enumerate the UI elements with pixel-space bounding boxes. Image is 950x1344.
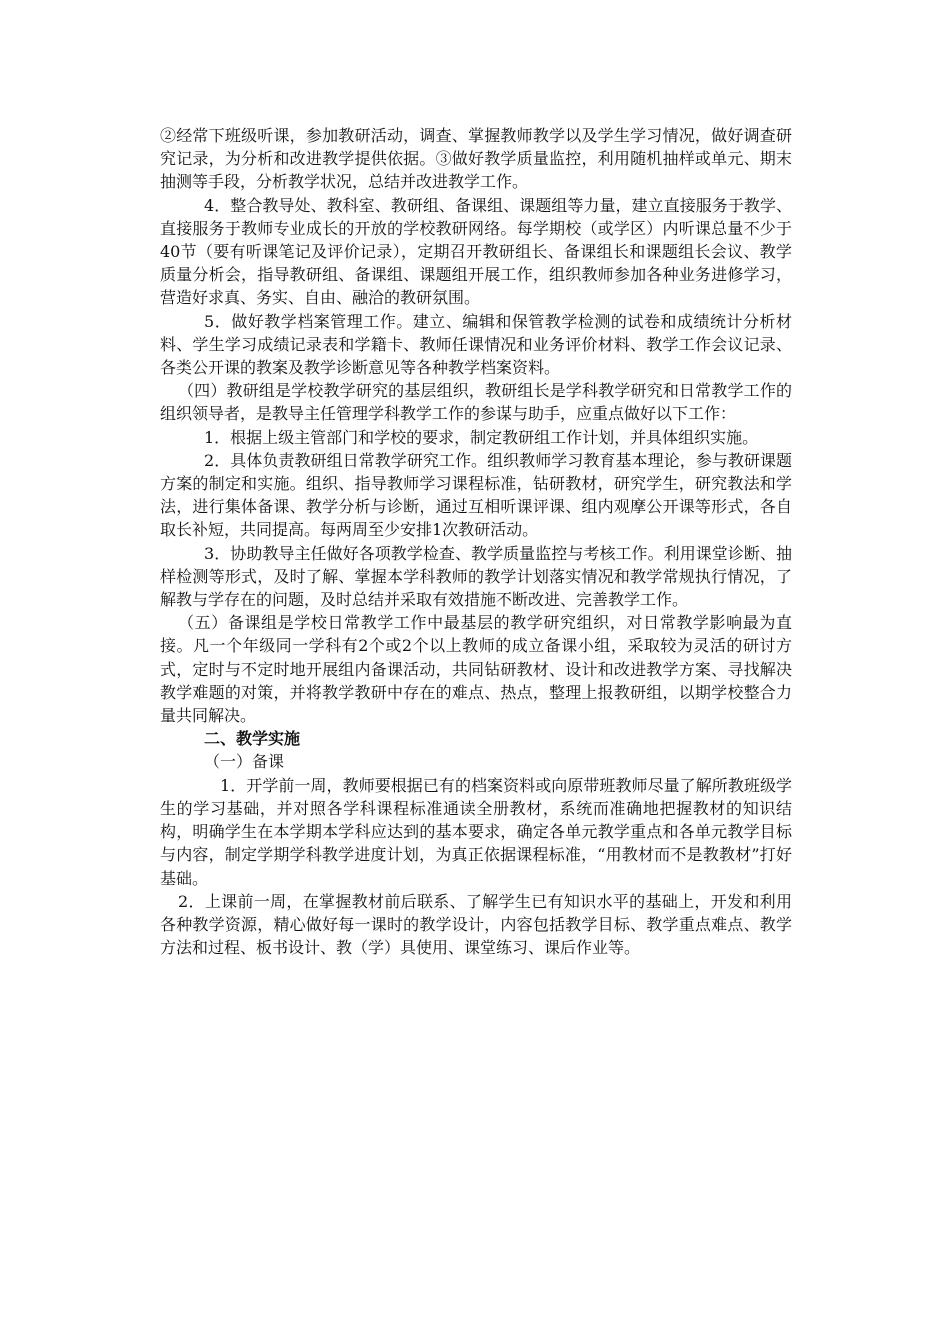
paragraph-section-4-item-2: 2．具体负责教研组日常教学研究工作。组织教师学习教育基本理论，参与教研课题方案的制定和实施。组织、指导教师学习课程标准，钻研教材，研究学生，研究教法和学法，进行集体备课、教学分析与诊断，通过互相听课评课、组内观摩公开课等形式，各自取长补短，共同提高。每两周至少安排1次教研活动。 xyxy=(160,450,792,540)
paragraph-preparation-item-2: 2．上课前一周，在掌握教材前后联系、了解学生已有知识水平的基础上，开发和利用各种教学资源，精心做好每一课时的教学设计，内容包括教学目标、教学重点难点、教学方法和过程、板书设计、教（学）具使用、课堂练习、课后作业等。 xyxy=(160,891,792,958)
paragraph-teaching-supervision: ②经常下班级听课，参加教研活动，调查、掌握教师教学以及学生学习情况，做好调查研究记录，为分析和改进教学提供依据。③做好教学质量监控，利用随机抽样或单元、期末抽测等手段，分析教学状况，总结并改进教学工作。 xyxy=(160,126,792,192)
document-page xyxy=(160,124,792,959)
paragraph-section-4-item-1: 1．根据上级主管部门和学校的要求，制定教研组工作计划，并具体组织实施。 xyxy=(204,427,759,447)
paragraph-item-5: 5．做好教学档案管理工作。建立、编辑和保管教学检测的试卷和成绩统计分析材料、学生学习成绩记录表和学籍卡、教师任课情况和业务评价材料、教学工作会议记录、各类公开课的教案及教学诊断意见等各种教学档案资料。 xyxy=(160,311,792,378)
paragraph-preparation-item-1: 1．开学前一周，教师要根据已有的档案资料或向原带班教师尽量了解所教班级学生的学习基础，并对照各学科课程标准通读全册教材，系统而准确地把握教材的知识结构，明确学生在本学期本学科应达到的基本要求，确定各单元教学重点和各单元教学目标与内容，制定学期学科教学进度计划，为真正依据课程标准，“用教材而不是教教材”打好基础。 xyxy=(160,775,792,888)
paragraph-section-4: （四）教研组是学校教学研究的基层组织，教研组长是学科教学研究和日常教学工作的组织领导者，是教导主任管理学科教学工作的参谋与助手，应重点做好以下工作： xyxy=(160,381,792,424)
paragraph-section-4-item-3: 3．协助教导主任做好各项教学检查、教学质量监控与考核工作。利用课堂诊断、抽样检测等形式，及时了解、掌握本学科教师的教学计划落实情况和教学常规执行情况，了解教与学存在的问题，及时总结并采取有效措施不断改进、完善教学工作。 xyxy=(160,543,792,610)
paragraph-item-4: 4．整合教导处、教科室、教研组、备课组、课题组等力量，建立直接服务于教学、直接服务于教师专业成长的开放的学校教研网络。每学期校（或学区）内听课总量不少于40节（要有听课笔记及评价记录），定期召开教研组长、备课组长和课题组长会议、教学质量分析会，指导教研组、备课组、课题组开展工作，组织教师参加各种业务进修学习，营造好求真、务实、自由、融洽的教研氛围。 xyxy=(160,195,792,308)
subheading-lesson-preparation: （一）备课 xyxy=(204,752,285,772)
paragraph-section-5: （五）备课组是学校日常教学工作中最基层的教学研究组织，对日常教学影响最为直接。凡一个年级同一学科有2个或2个以上教师的成立备课小组，采取较为灵活的研讨方式，定时与不定时地开展组内备课活动，共同钻研教材、设计和改进教学方案、寻找解决教学难题的对策，并将教学教研中存在的难点、热点，整理上报教研组，以期学校整合力量共同解决。 xyxy=(160,613,792,726)
heading-teaching-implementation: 二、教学实施 xyxy=(204,729,301,749)
